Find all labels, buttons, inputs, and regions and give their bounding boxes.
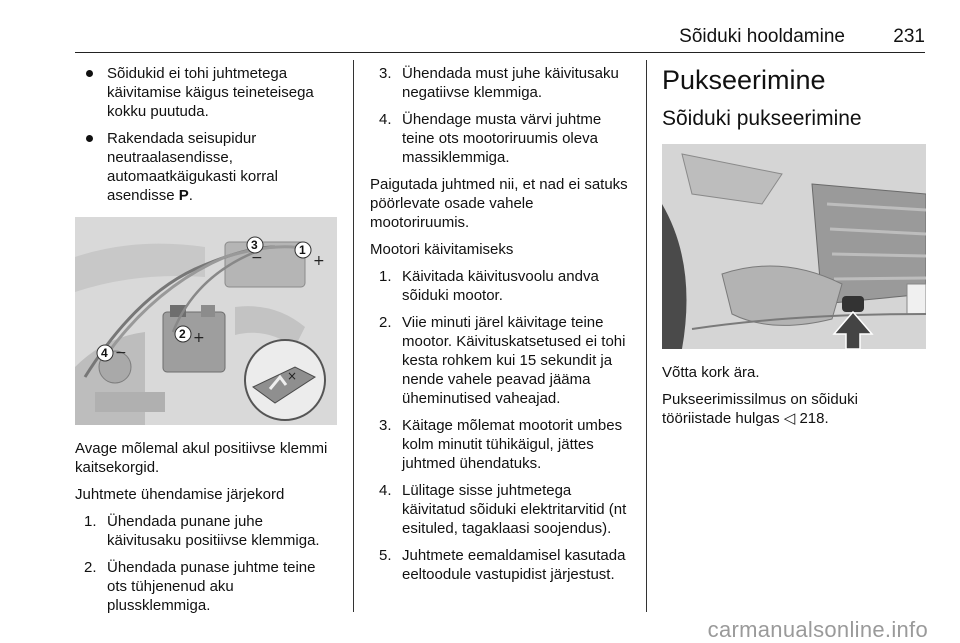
step-item: 5. Juhtmete eemaldamisel kasutada eeltoodule vastupidist järjestust.	[379, 547, 626, 583]
precaution-list	[75, 64, 337, 205]
page-number: 231	[893, 26, 925, 47]
front-bumper-illustration	[662, 144, 926, 349]
header-rule	[75, 52, 925, 53]
step-item: 1. Ühendada punane juhe käivitusaku positiivse klemmiga.	[84, 513, 320, 549]
column-middle	[370, 64, 634, 592]
step-item: 4. Lülitage sisse juhtmetega käivitatud sõiduki elektritarvitid (nt esituled, tagaklaasi soojendus).	[379, 482, 627, 537]
step-item: 3. Käitage mõlemat mootorit umbes kolm minutit tühikäigul, jättes juhtmed ühendatuks.	[379, 417, 623, 472]
remove-cap: Võtta kork ära.	[662, 364, 760, 381]
label-3: 3	[251, 238, 258, 252]
cable-routing-note: Paigutada juhtmed nii, et nad ei satuks pöörlevate osade vahele mootoriruumis.	[370, 176, 628, 231]
heading-vehicle-towing: Sõiduki pukseerimine	[662, 107, 862, 130]
connection-steps-a	[75, 512, 337, 615]
watermark: carmanualsonline.info	[707, 617, 928, 642]
page-ref[interactable]: 218	[799, 410, 825, 427]
svg-text:+: +	[193, 330, 205, 346]
label-2: 2	[179, 327, 186, 341]
column-right	[662, 64, 928, 436]
step-item: 1. Käivitada käivitusvoolu andva sõiduki mootor.	[379, 268, 599, 304]
svg-text:−: −	[251, 250, 263, 266]
svg-text:×: ×	[287, 369, 298, 383]
column-divider-1	[353, 60, 354, 612]
step-item: 4. Ühendage musta värvi juhtme teine ots mootoriruumis oleva massiklemmiga.	[379, 111, 602, 166]
instruction-caps: Avage mõlemal akul positiivse klemmi kaitsekorgid.	[75, 440, 328, 476]
svg-text:−: −	[115, 345, 127, 361]
page-header	[75, 26, 925, 50]
connection-order: Juhtmete ühendamise järjekord	[75, 486, 285, 503]
page-ref-icon: ◁	[783, 410, 796, 427]
bullet-item: Sõidukid ei tohi juhtmetega käivitamise käigus teineteisega kokku puutuda.	[75, 64, 337, 121]
step-item: 3. Ühendada must juhe käivitusaku negatiivse klemmiga.	[379, 65, 619, 101]
engine-start-title: Mootori käivitamiseks	[370, 241, 514, 258]
tow-eye-location: Pukseerimissilmus on sõiduki tööriistade hulgas ◁ 218.	[662, 391, 858, 427]
connection-steps-b	[370, 64, 634, 167]
step-item: 2. Ühendada punase juhtme teine ots tühjenenud aku plussklemmiga.	[84, 559, 316, 614]
bullet-item: Rakendada seisupidur neutraalasendisse, automaatkäigukasti korral asendisse P.	[75, 129, 337, 205]
column-divider-2	[646, 60, 647, 612]
label-1: 1	[299, 243, 306, 257]
svg-text:+: +	[313, 253, 325, 269]
column-left	[75, 64, 337, 623]
section-title: Sõiduki hooldamine	[679, 26, 845, 47]
heading-towing: Pukseerimine	[662, 65, 826, 95]
label-4: 4	[101, 346, 108, 360]
step-item: 2. Viie minuti järel käivitage teine mootor. Käivituskatsetused ei tohi kesta rohkem kui 15 sekundit ja nende vahele peavad jääma üheminutised vaheajad.	[379, 314, 626, 407]
jump-start-illustration	[75, 217, 337, 425]
gear-p: P	[178, 187, 189, 204]
engine-start-steps	[370, 267, 634, 584]
